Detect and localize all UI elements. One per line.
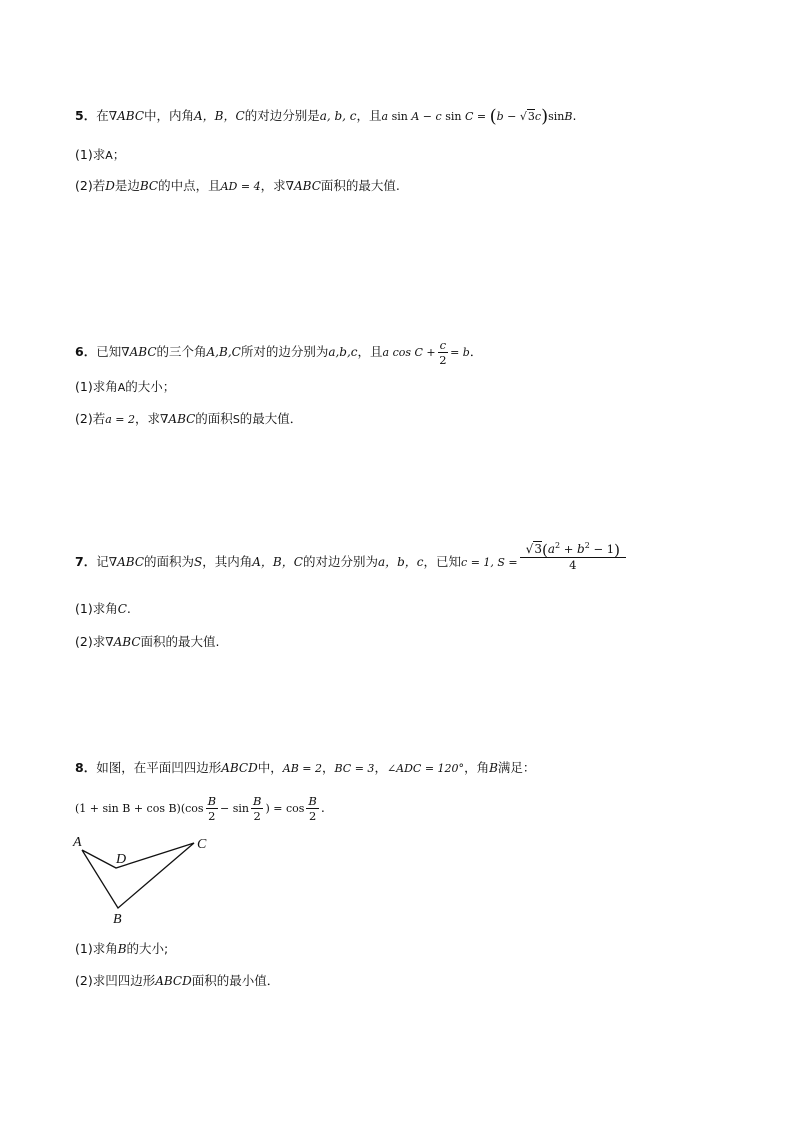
problem-7-statement: 7．记∇ABC的面积为S，其内角A，B，C的对边分别为a，b，c，已知c = 1, S = $\frac{√3(a^2 + b^2 - 1)}{4}$ [75,553,628,572]
problem-8-part-1: (1)求角B的大小; [75,941,169,956]
problem-8-part-2: (2)求凹四边形ABCD面积的最小值． [75,973,280,988]
quadrilateral-outline [82,843,194,908]
problem-number: 5． [75,108,97,123]
vertex-label-c: C [197,837,207,852]
formula-q7: c = 1, S = [461,556,518,569]
problem-7-part-2: (2)求∇ABC面积的最大值. [75,634,220,649]
problem-7-part-1: (1)求角C. [75,601,131,616]
formula-q6: a cos C + [382,346,436,359]
problem-8-statement: 8．如图，在平面凹四边形ABCD中，AB = 2，BC = 3，∠ADC = 120°，角B满足： [75,760,536,775]
vertex-label-b: B [113,912,122,927]
problem-number: 6． [75,344,97,359]
problem-6-part-2: (2)若a = 2，求∇ABC的面积S的最大值． [75,411,303,426]
fraction: $\frac{c}{2}$ [439,338,447,367]
fraction: $\frac{√3(a^2 + b^2 - 1)}{4}$ [520,539,626,572]
formula-q5: a [381,110,389,123]
quadrilateral-figure [60,828,230,928]
fraction: $\frac{B}{2}$ [308,794,317,823]
problem-5-part-2: (2)若D是边BC的中点，且AD = 4，求∇ABC面积的最大值. [75,178,400,193]
problem-6-statement: 6．已知∇ABC的三个角A,B,C所对的边分别为a,b,c，且a cos C + $\frac{c}{2}$ = b． [75,338,483,367]
vertex-label-d: D [116,852,127,867]
problem-number: 7． [75,554,97,569]
fraction: $\frac{B}{2}$ [252,794,262,823]
problem-8-condition: (1 + sin B + cos B)(cos $\frac{B}{2}$ − sin $\frac{B}{2}$ ) = cos $\frac{B}{2}$ . [75,794,325,823]
problem-number: 8． [75,760,97,775]
fraction: $\frac{B}{2}$ [207,794,217,823]
problem-5-part-1: (1)求A； [75,147,126,162]
vertex-label-a: A [73,835,82,850]
problem-5-statement: 5．在∇ABC中，内角A，B，C的对边分别是a, b, c，且a sin A − c sin C = (b − √3c)sinB. [75,106,577,127]
problem-6-part-1: (1)求角A的大小； [75,379,176,394]
formula-q8: (1 + sin B + cos B)(cos [75,802,204,815]
